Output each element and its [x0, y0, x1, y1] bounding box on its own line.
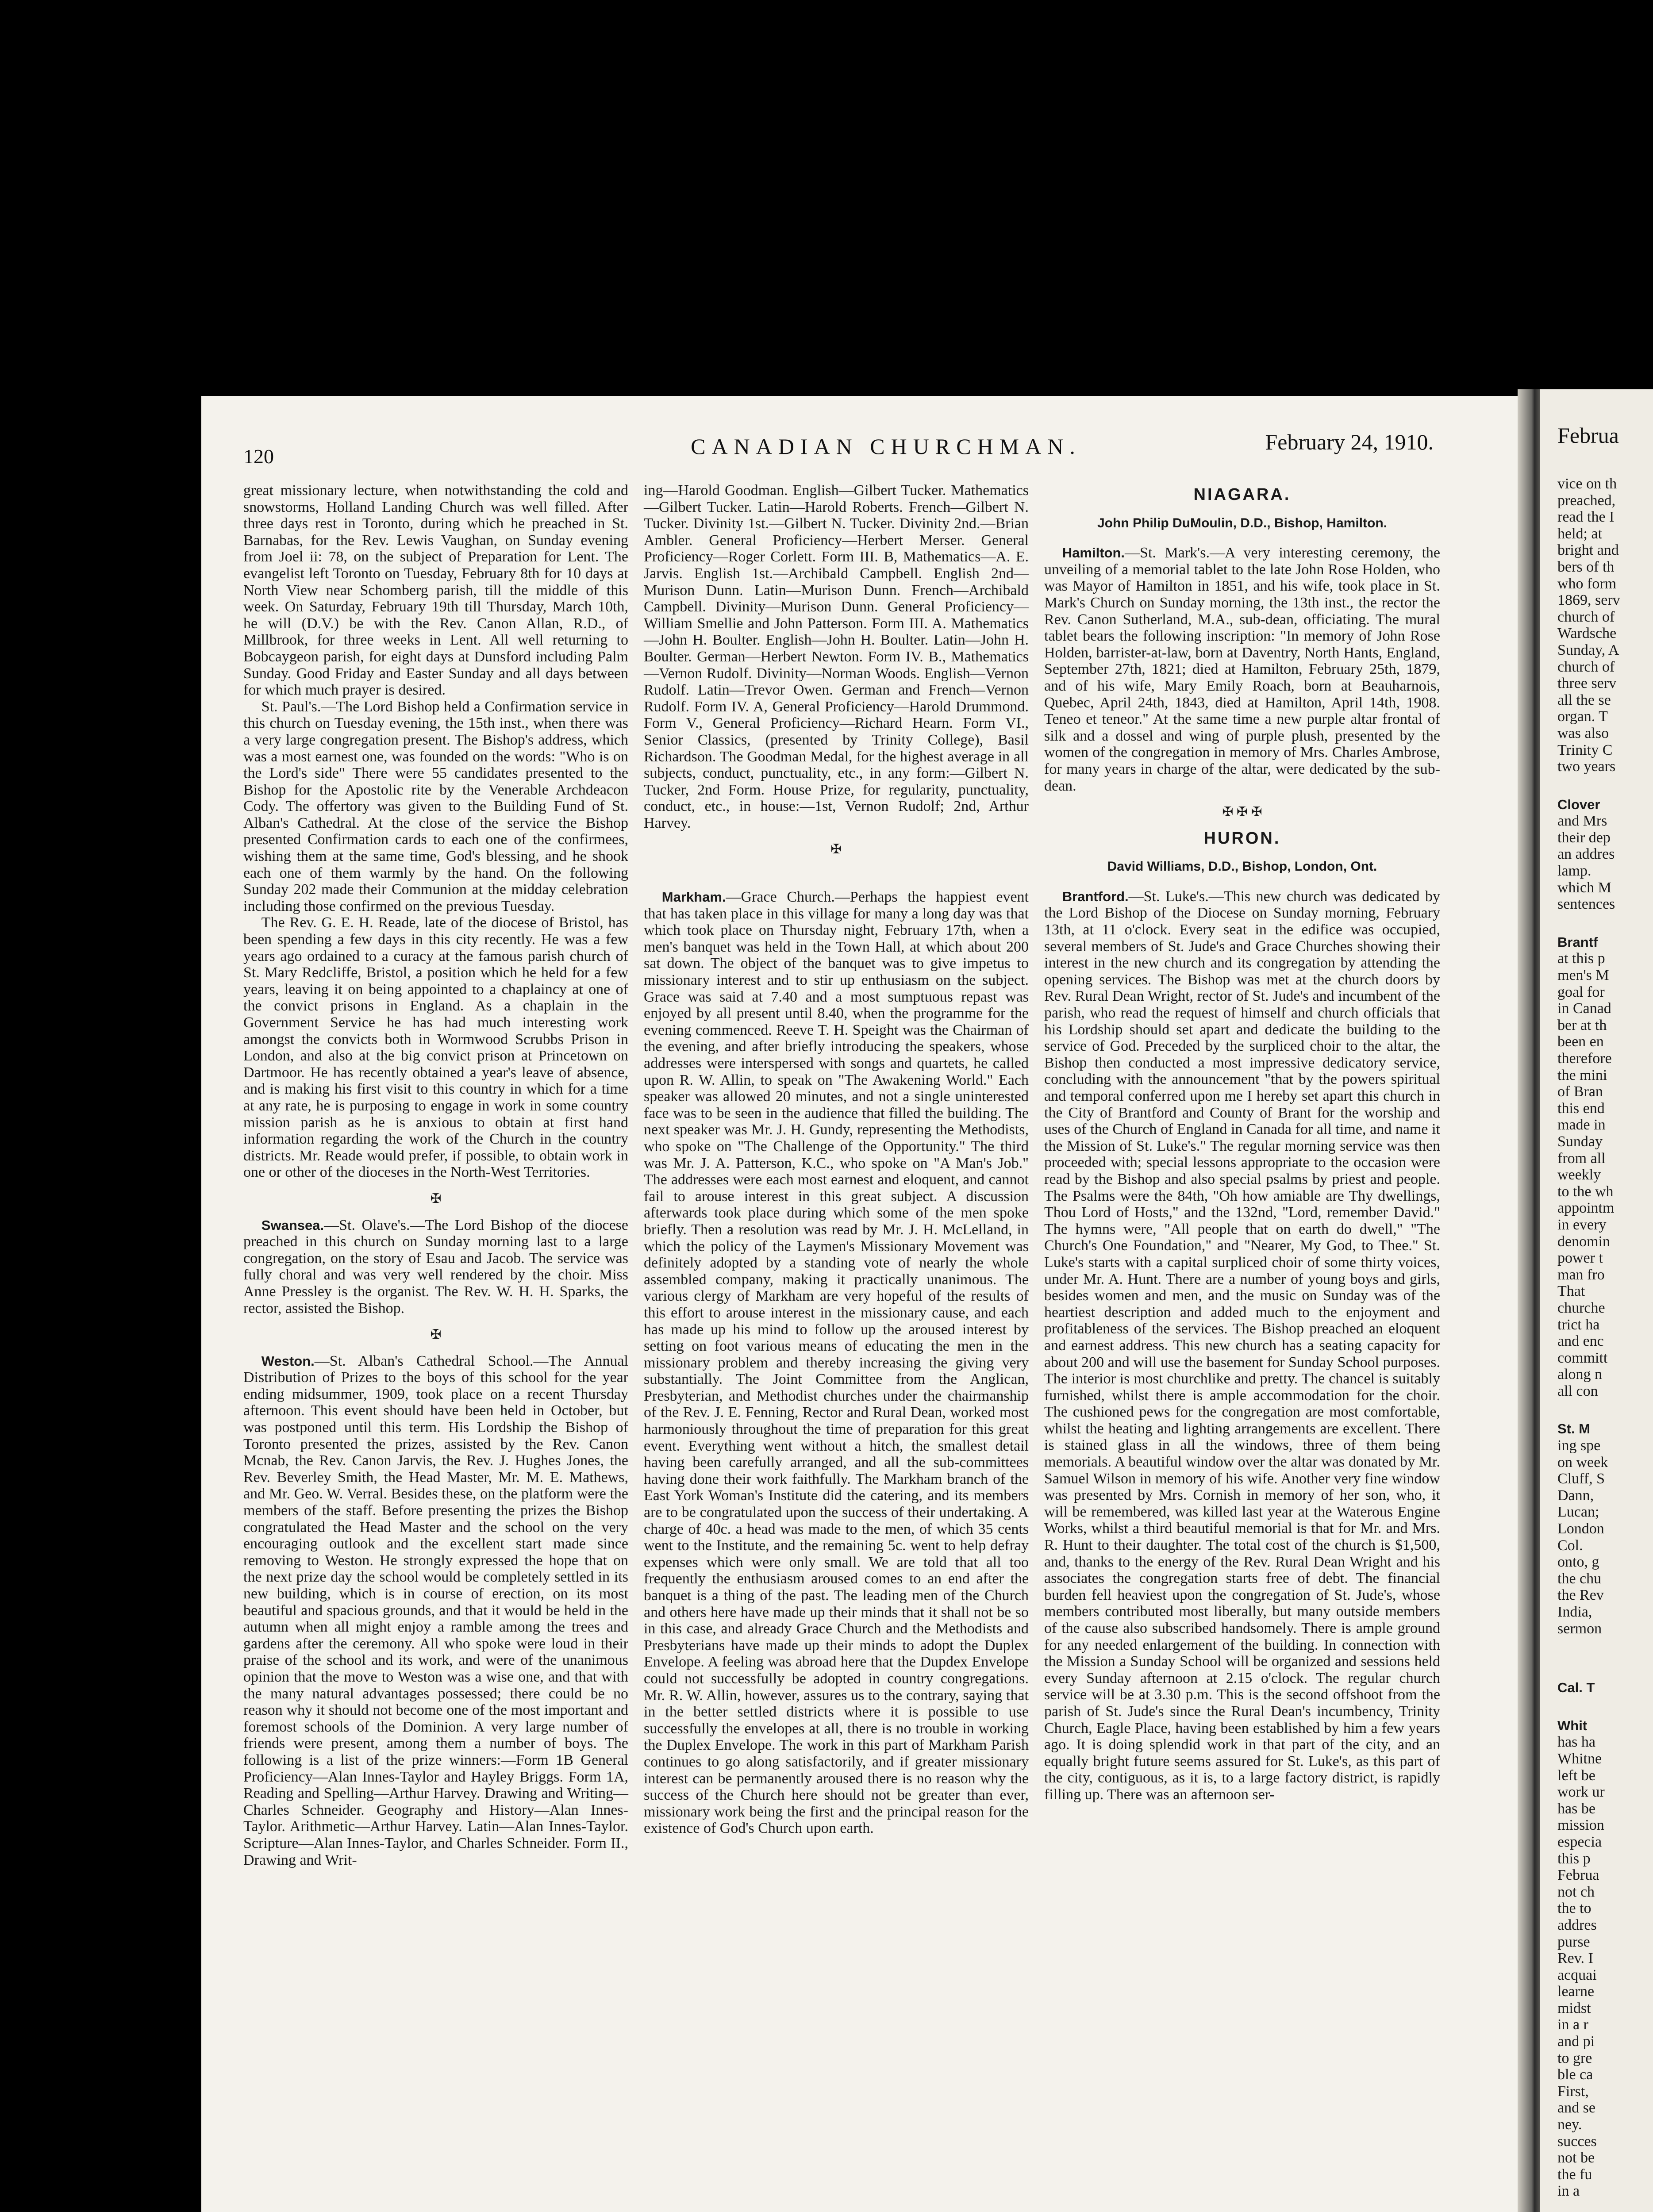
page-number: 120 [243, 445, 274, 468]
prize-list-continued: ing—Harold Goodman. English—Gilbert Tucker. Mathematics—Gilbert Tucker. Latin—Harold Roberts. French—Gilbert N. Tucker. Divinity 1st.—Gilbert N. Tucker. Divinity 2nd.—Brian Ambler. General Proficiency—Herbert Merser. General Proficiency—Roger Corlett. Form III. B, Mathematics—A. E. Jarvis. English 1st.—Archibald Campbell. English 2nd—Murison Dunn. Latin—Murison Dunn. French—Archibald Campbell. Divinity—Murison Dunn. General Proficiency—William Smellie and John Patterson. Form III. A. Mathematics—John H. Boulter. English—John H. Boulter. Latin—John H. Boulter. German—Herbert Newton. Form IV. B., Mathematics—Vernon Rudolf. Divinity—Norman Woods. English—Vernon Rudolf. Latin—Trevor Owen. German and French—Vernon Rudolf. Form IV. A, General Proficiency—Harold Drummond. Form V., General Proficiency—Richard Hearn. Form VI., Senior Classics, (presented by Trinity College), Basil Richardson. The Goodman Medal, for the highest average in all subjects, conduct, punctuality, etc., in any form:—Gilbert N. Tucker, 2nd Form. House Prize, for regularity, punctuality, conduct, etc., in house:—1st, Vernon Rudolf; 2nd, Arthur Harvey. [644, 482, 1029, 831]
article-text: —St. Olave's.—The Lord Bishop of the diocese preached in this church on Sunday morning last to a large congregation, on the story of Esau and Jacob. The service was fully choral and was very well rendered by the choir. Miss Anne Pressley is the organist. The Rev. W. H. H. Sparks, the rector, assisted the Bishop. [243, 1217, 628, 1317]
article-text: —St. Mark's.—A very interesting ceremony, the unveiling of a memorial tablet to the late John Rose Holden, who was Mayor of Hamilton in 1851, and his wife, took place in St. Mark's Church on Sunday morning, the 13th inst., the rector the Rev. Canon Sutherland, M.A., sub-dean, officiating. The mural tablet bears the following inscription: "In memory of John Rose Holden, barrister-at-law, born at Daventry, North Hants, England, September 27th, 1821; died at Hamilton, February 25th, 1879, and of his wife, Mary Emily Roach, born at Beauharnois, Quebec, April 24th, 1843, died at Hamilton, April 14th, 1908. Teneo et teneor." At the same time a new purple altar frontal of silk and a dossel and wing of purple plush, presented by the women of the congregation in memory of Mrs. Charles Ambrose, for many years in charge of the altar, were dedicated by the sub-dean. [1044, 545, 1440, 794]
text-block-c [1557, 950, 1653, 1399]
text-line: bright and [1557, 542, 1619, 559]
text-line: Cluff, S [1557, 1471, 1605, 1487]
text-line: ing spe [1557, 1437, 1601, 1454]
text-line: along n [1557, 1366, 1603, 1383]
text-line: was also [1557, 725, 1609, 741]
text-line: has be [1557, 1800, 1595, 1817]
runin-heading: Brantf [1557, 934, 1598, 950]
newspaper-page [201, 396, 1571, 2212]
text-line: vice on th [1557, 476, 1617, 492]
text-line: 1869, serv [1557, 592, 1620, 609]
text-line: at this p [1557, 950, 1605, 967]
column-3 [1044, 482, 1440, 1803]
text-line: Whitne [1557, 1750, 1602, 1767]
text-line: Sunday, A [1557, 641, 1619, 658]
text-line: appointm [1557, 1200, 1615, 1217]
article-weston [243, 1353, 628, 1868]
text-line: read the I [1557, 509, 1615, 526]
text-line: church of [1557, 658, 1615, 675]
text-line: all con [1557, 1382, 1598, 1399]
column-1 [243, 482, 628, 1868]
diocese-heading-niagara: NIAGARA. [1193, 485, 1291, 504]
text-line: held; at [1557, 525, 1603, 542]
runin-heading: St. M [1557, 1421, 1591, 1437]
article-brantford [1044, 888, 1440, 1803]
text-line: acquai [1557, 1966, 1597, 1983]
article-text: —St. Alban's Cathedral School.—The Annual Distribution of Prizes to the boys of this school for the year ending midsummer, 1909, took place on a recent Thursday afternoon. This event should have been held in October, but was postponed until this term. His Lordship the Bishop of Toronto presented the prizes, assisted by the Rev. Canon Mcnab, the Rev. Canon Jarvis, the Rev. J. Hughes Jones, the Rev. Beverley Smith, the Head Master, Mr. M. E. Mathews, and Mr. Geo. W. Verral. Besides these, on the platform were the members of the staff. Before presenting the prizes the Bishop congratulated the Head Master and the school on the very encouraging outlook and the excellent start made since removing to Weston. He strongly expressed the hope that on the next prize day the school would be completely settled in its new building, which is in course of erection, on its most beautiful and spacious grounds, and that it would be held in the autumn when all might enjoy a ramble among the trees and gardens after the ceremony. All who spoke were loud in their praise of the school and its work, and were of the unanimous opinion that the move to Weston was a wise one, and that with the many natural advantages possessed; there could be no reason why it should not become one of the most important and foremost schools of the Dominion. A very large number of friends were present, among them a number of boys. The following is a list of the prize winners:—Form 1B General Proficiency—Alan Innes-Taylor and Hayley Briggs. Form 1A, Reading and Spelling—Arthur Harvey. Drawing and Writing—Charles Schneider. Geography and History—Alan Innes-Taylor. Arithmetic—Arthur Harvey. Latin—Alan Innes-Taylor. Scripture—Alan Innes-Taylor, and Charles Schneider. Form II., Drawing and Writ- [243, 1352, 628, 1868]
text-line: in Canad [1557, 1000, 1611, 1017]
text-line: sermon [1557, 1620, 1602, 1637]
text-line: work ur [1557, 1784, 1605, 1801]
text-line: churche [1557, 1299, 1605, 1316]
page-header [201, 396, 1571, 468]
text-line: addres [1557, 1916, 1597, 1933]
text-line: First, [1557, 2083, 1589, 2100]
facing-page-header: Februa [1557, 423, 1619, 448]
section-ornament-triple: ✠ ✠ ✠ [1222, 805, 1262, 820]
text-line: organ. T [1557, 708, 1608, 725]
article-rev-reade: The Rev. G. E. H. Reade, late of the diocese of Bristol, has been spending a few days in this city recently. He was a few years ago ordained to a curacy at the famous parish church of St. Mary Redcliffe, Bristol, a position which he held for a few years, leaving it on being appointed to a chaplaincy at one of the convict prisons in England. As a chaplain in the Government Service he has had much interesting work amongst the convicts both in Wormwood Scrubbs Prison in London, and also at the big convict prison at Princetown on Dartmoor. He has recently obtained a year's leave of absence, and is making his first visit to this country in which for a time at any rate, he is purposing to engage in work in some country mission parish as he is anxious to obtain at first hand information regarding the work of the Church in the country districts. Mr. Reade would prefer, if possible, to obtain work in one or other of the dioceses in the North-West Territories. [243, 914, 628, 1181]
text-line: Sunday [1557, 1133, 1603, 1150]
runin-heading: Markham. [661, 889, 726, 905]
runin-heading: Swansea. [261, 1217, 324, 1233]
text-block-a [1557, 476, 1653, 775]
text-line: Dann, [1557, 1487, 1594, 1504]
section-ornament: ✠ [430, 1191, 442, 1206]
text-line: this p [1557, 1850, 1591, 1867]
article-text: —Grace Church.—Perhaps the happiest event that has taken place in this village for many a long day was that which took place on Thursday night, February 17th, when a men's banquet was held in the Town Hall, at which about 200 sat down. The object of the banquet was to give impetus to missionary interest and to stir up enthusiasm on the subject. Grace was said at 7.40 and a most sumptuous repast was enjoyed by all present until 8.40, when the programme for the evening commenced. Reeve T. H. Speight was the Chairman of the evening, and after briefly introducing the speakers, whose addresses were interspersed with songs and quartets, he called upon R. W. Allin, to speak on "The Awakening World." Each speaker was allowed 20 minutes, and not a single uninterested face was to be seen in the audience that filled the building. The next speaker was Mr. J. H. Gundy, representing the Methodists, who spoke on "The Challenge of the Opportunity." The third was Mr. J. A. Patterson, K.C., who spoke on "A Man's Job." The addresses were each most earnest and eloquent, and cannot fail to arouse interest in this great subject. A discussion afterwards took place during which some of the men spoke briefly. Then a resolution was read by Mr. J. H. McLelland, in which the policy of the Laymen's Missionary Movement was definitely adopted by a standing vote of nearly the whole assembled company, making it practically unanimous. The various clergy of Markham are very hopeful of the results of this effort to arouse interest in the missionary cause, and each has made up his mind to follow up the aroused interest by setting on foot various means of educating the men in the missionary problem and thereby increasing the giving very substantially. The Joint Committee from the Anglican, Presbyterian, and Methodist churches under the chairmanship of the Rev. J. E. Fenning, Rector and Rural Dean, worked most harmoniously throughout the time of preparation for this great event. Everything went without a hitch, the smallest detail having been carefully arranged, and all the sub-committees having done their work faithfully. The Markham branch of the East York Woman's Institute did the catering, and its members are to be congratulated upon the success of their undertaking. A charge of 40c. a head was made to the men, of which 35 cents went to the Institute, and the remaining 5c. went to help defray expenses which were only small. We are told that all too frequently the enthusiasm aroused comes to an end after the banquet is a thing of the past. The leading men of the Church and others here have made up their minds that it shall not be so in this case, and already Grace Church and the Methodists and Presbyterians have made up their minds to adopt the Duplex Envelope. A feeling was abroad here that the Dupdex Envelope could not successfully be adopted in country congregations. Mr. R. W. Allin, however, assures us to the contrary, saying that in the better settled districts where it is possible to use successfully the envelopes at all, there is no trouble in working the Duplex Envelope. The work in this part of Markham Parish continues to go along satisfactorily, and if greater missionary interest can be permanently aroused there is no reason why the success of the Church here should not be greater than ever, missionary work being the first and the principal reason for the existence of God's Church upon earth. [644, 889, 1029, 1837]
text-line: lamp. [1557, 863, 1591, 879]
text-line: the to [1557, 1900, 1591, 1917]
text-line: and Mrs [1557, 813, 1607, 830]
runin-heading: Weston. [261, 1353, 315, 1369]
text-block-d [1557, 1437, 1653, 1637]
text-line: ney. [1557, 2116, 1582, 2133]
text-line: and pi [1557, 2033, 1595, 2050]
text-line: in a [1557, 2183, 1580, 2200]
text-line: Col. [1557, 1537, 1583, 1554]
article-markham [644, 889, 1029, 1837]
facing-page-fragment [1540, 389, 1653, 2212]
text-line: power t [1557, 1250, 1603, 1267]
text-line: church of [1557, 608, 1615, 625]
text-line: committ [1557, 1349, 1608, 1366]
column-2 [644, 482, 1029, 1837]
text-line: purse [1557, 1933, 1590, 1950]
runin-heading: Cal. T [1557, 1680, 1595, 1696]
text-line: denomin [1557, 1233, 1610, 1250]
text-line: men's M [1557, 967, 1609, 984]
text-line: preached, [1557, 492, 1616, 509]
facing-page-column [1557, 476, 1653, 2200]
text-line: weekly [1557, 1167, 1601, 1183]
text-line: an addres [1557, 846, 1615, 863]
article-text: —St. Luke's.—This new church was dedicated by the Lord Bishop of the Diocese on Sunday morning, February 13th, at 11 o'clock. Every seat in the edifice was occupied, several members of St. Jude's and Grace Churches showing their interest in the new church and its congregation by attending the opening services. The Bishop was met at the church doors by Rev. Rural Dean Wright, rector of St. Jude's and incumbent of the parish, who read the request of himself and church officials that his Lordship should set apart and dedicate the building to the service of God. Preceded by the surpliced choir to the altar, the Bishop then conducted a most impressive dedicatory service, concluding with the announcement "that by the powers spiritual and temporal conferred upon me I hereby set apart this church in the City of Brantford and County of Brant for the worship and uses of the Church of England in Canada for all time, and name it the Mission of St. Luke's." The regular morning service was then proceeded with; special lessons appropriate to the occasion were read by the Bishop and also special psalms by priest and people. The Psalms were the 84th, "Oh how amiable are Thy dwellings, Thou Lord of Hosts," and the 132nd, "Lord, remember David." The hymns were, "All people that on earth do dwell," "The Church's One Foundation," and "Nearer, My God, to Thee." St. Luke's starts with a capital surpliced choir of some thirty voices, under Mr. A. Hunt. There are a number of young boys and girls, besides women and men, and the music on Sunday was of the heartiest description and added much to the enjoyment and profitableness of the services. The Bishop preached an eloquent and earnest address. This new church has a seating capacity for about 200 and will use the basement for Sunday School purposes. The interior is most churchlike and pretty. The chancel is suitably furnished, whilst there is ample accommodation for the choir. The cushioned pews for the congregation are most comfortable, whilst the heating and lighting arrangements are excellent. There is stained glass in all the windows, three of them being memorials. A beautiful window over the altar was donated by Mr. Samuel Wilson in memory of his wife. Another very fine window was presented by Mrs. Cornish in memory of her son, who, it will be remembered, was killed last year at the Waterous Engine Works, whilst a third beautiful memorial is that for Mr. and Mrs. R. Hunt to their daughter. The total cost of the church is $1,500, and, thanks to the energy of the Rev. Rural Dean Wright and his associates the congregation starts free of debt. The financial burden fell heaviest upon the congregation of St. Jude's, whose members contributed most liberally, but many outside members of the cause also subscribed handsomely. There is ample ground for any needed enlargement of the building. In connection with the Mission a Sunday School will be organized and sessions held every Sunday afternoon at 2.15 o'clock. The regular church service will be at 3.30 p.m. This is the second offshoot from the parish of St. Jude's since the Rural Dean's incumbency, Trinity Church, Eagle Place, having been established by him a few years ago. It is doing splendid work in that part of the city, and an equally bright future seems assured for St. Luke's, as this part of the city, contiguous, as it is, to a large factory district, is rapidly filling up. There was an afternoon ser- [1044, 888, 1440, 1803]
text-line: mission [1557, 1817, 1604, 1834]
section-ornament: ✠ [430, 1327, 442, 1342]
text-line: to gre [1557, 2050, 1592, 2066]
text-line: ber at th [1557, 1017, 1607, 1033]
diocese-heading-huron: HURON. [1203, 829, 1281, 848]
text-line: India, [1557, 1604, 1592, 1620]
text-line: made in [1557, 1117, 1606, 1133]
text-line: That [1557, 1283, 1585, 1300]
text-line: goal for [1557, 983, 1605, 1000]
text-line: three serv [1557, 675, 1617, 692]
section-ornament: ✠ [830, 842, 842, 857]
text-line: the fu [1557, 2166, 1592, 2183]
text-line: learne [1557, 1983, 1595, 2000]
text-line: from all [1557, 1150, 1606, 1167]
text-line: which M [1557, 879, 1611, 896]
text-line: Wardsche [1557, 625, 1617, 642]
article-holland-landing: great missionary lecture, when notwithstanding the cold and snowstorms, Holland Landing Church was well filled. After three days rest in Toronto, during which he preached in St. Barnabas, for the Rev. Lewis Vaughan, on Sunday evening from Joel ii: 78, on the subject of Preparation for Lent. The evangelist left Toronto on Tuesday, February 8th for 10 days at North View near Schomberg parish, till the middle of this week. On Saturday, February 19th till Thursday, March 10th, he will (D.V.) be with the Rev. Canon Allan, R.D., of Millbrook, for three weeks in Lent. All well returning to Bobcaygeon parish, for eight days at Dunsford including Palm Sunday. Good Friday and Easter Sunday and all days between for which much prayer is desired. [243, 482, 628, 699]
text-line: of Bran [1557, 1083, 1603, 1100]
article-swansea [243, 1217, 628, 1317]
text-line: ble ca [1557, 2066, 1593, 2083]
bishop-line-niagara: John Philip DuMoulin, D.D., Bishop, Hamilton. [1097, 515, 1387, 530]
text-line: and enc [1557, 1333, 1604, 1350]
text-line: left be [1557, 1767, 1595, 1784]
text-line: bers of th [1557, 558, 1615, 575]
text-line: man fro [1557, 1266, 1605, 1283]
runin-heading: Whit [1557, 1717, 1588, 1733]
text-line: Trinity C [1557, 741, 1613, 758]
text-line: this end [1557, 1100, 1605, 1117]
article-st-pauls: St. Paul's.—The Lord Bishop held a Confirmation service in this church on Tuesday evening, the 15th inst., when there was a very large congregation present. The Bishop's address, which was a most earnest one, was founded on the words: "Who is on the Lord's side" There were 55 candidates presented to the Bishop for the Apostolic rite by the Venerable Archdeacon Cody. The offertory was given to the Building Fund of St. Alban's Cathedral. At the close of the service the Bishop presented Confirmation cards to each one of the confirmees, wishing them at the same time, God's blessing, and he shook each one of them warmly by the hand. On the following Sunday 202 made their Communion at the midday celebration including those confirmed on the previous Tuesday. [243, 698, 628, 914]
publication-title: CANADIAN CHURCHMAN. [691, 434, 1081, 459]
text-line: therefore [1557, 1050, 1612, 1067]
text-line: Rev. I [1557, 1950, 1593, 1967]
runin-heading: Hamilton. [1062, 545, 1125, 561]
text-block-f [1557, 1734, 1653, 2200]
text-line: been en [1557, 1033, 1604, 1050]
runin-heading: Brantford. [1062, 888, 1129, 904]
text-line: all the se [1557, 691, 1611, 708]
text-line: onto, g [1557, 1554, 1599, 1571]
text-line: not be [1557, 2150, 1595, 2166]
text-line: has ha [1557, 1734, 1595, 1751]
article-hamilton [1044, 545, 1440, 794]
text-line: Lucan; [1557, 1504, 1599, 1521]
text-line: two years [1557, 758, 1616, 775]
text-line: the Rev [1557, 1587, 1604, 1604]
text-line: their dep [1557, 829, 1611, 846]
text-line: on week [1557, 1454, 1608, 1471]
text-line: especia [1557, 1833, 1602, 1850]
text-line: sentences [1557, 896, 1615, 913]
text-line: London [1557, 1521, 1604, 1537]
text-line: Februa [1557, 1867, 1599, 1884]
text-line: the mini [1557, 1067, 1607, 1083]
text-line: and se [1557, 2100, 1595, 2116]
text-block-b [1557, 813, 1653, 913]
runin-heading: Clover [1557, 796, 1600, 812]
text-line: not ch [1557, 1883, 1595, 1900]
text-line: trict ha [1557, 1316, 1600, 1333]
text-line: who form [1557, 575, 1617, 592]
text-line: in a r [1557, 2016, 1588, 2033]
bishop-line-huron: David Williams, D.D., Bishop, London, Ont. [1107, 859, 1377, 874]
text-line: midst [1557, 2000, 1591, 2016]
text-line: succes [1557, 2133, 1597, 2150]
text-line: to the wh [1557, 1183, 1614, 1200]
issue-date: February 24, 1910. [1265, 430, 1434, 454]
text-line: in every [1557, 1216, 1607, 1233]
text-line: the chu [1557, 1570, 1602, 1587]
